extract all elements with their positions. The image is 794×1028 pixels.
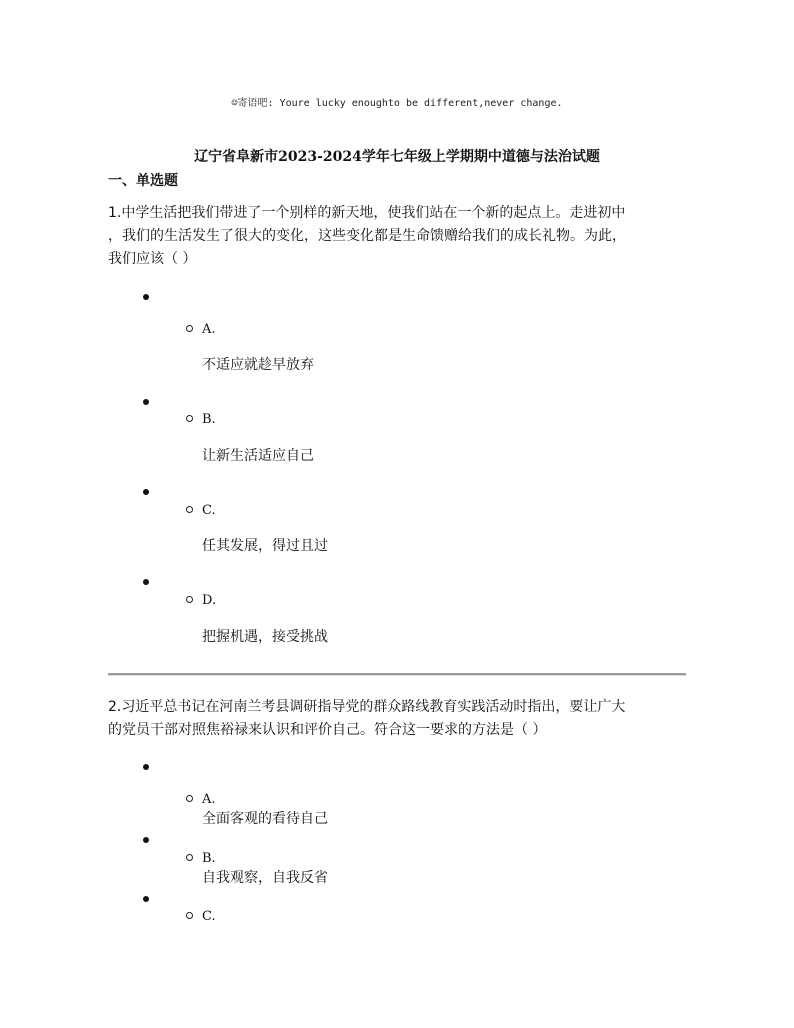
option-letter: A.	[202, 322, 216, 337]
option-circle-icon	[186, 795, 193, 802]
option-letter: B.	[202, 412, 216, 427]
question-1-option-d[interactable]	[186, 593, 216, 608]
question-1-stem	[108, 202, 686, 271]
option-circle-icon	[186, 415, 193, 422]
option-letter: C.	[202, 909, 216, 924]
option-text: 任其发展，得过且过	[202, 538, 328, 554]
question-2-option-c[interactable]	[186, 909, 216, 924]
question-2-stem-line: 2.习近平总书记在河南兰考县调研指导党的群众路线教育实践活动时指出，要让广大	[108, 699, 626, 715]
option-circle-icon	[186, 912, 193, 919]
option-text: 让新生活适应自己	[202, 448, 314, 464]
question-1-stem-line: 1.中学生活把我们带进了一个别样的新天地，使我们站在一个新的起点上。走进初中	[108, 205, 626, 221]
option-text: 不适应就趁早放弃	[202, 357, 314, 373]
list-bullet	[143, 489, 149, 495]
option-text: 全面客观的看待自己	[202, 811, 328, 827]
option-letter: A.	[202, 792, 216, 807]
question-1-stem-line: 我们应该（ ）	[108, 251, 197, 267]
question-2-option-a[interactable]	[186, 792, 216, 807]
option-circle-icon	[186, 854, 193, 861]
question-divider	[108, 673, 686, 676]
question-2-option-b[interactable]	[186, 851, 216, 866]
list-bullet	[143, 579, 149, 585]
question-2-stem	[108, 696, 686, 742]
list-bullet	[143, 399, 149, 405]
question-1-option-c[interactable]	[186, 503, 216, 518]
list-bullet	[143, 294, 149, 300]
option-text: 把握机遇，接受挑战	[202, 629, 328, 645]
section-heading: 一、单选题	[108, 173, 178, 189]
option-letter: C.	[202, 503, 216, 518]
question-1-option-b[interactable]	[186, 412, 216, 427]
option-text: 自我观察，自我反省	[202, 870, 328, 886]
question-1-stem-line: ，我们的生活发生了很大的变化，这些变化都是生命馈赠给我们的成长礼物。为此，	[108, 228, 626, 244]
list-bullet	[143, 896, 149, 902]
option-circle-icon	[186, 506, 193, 513]
option-circle-icon	[186, 325, 193, 332]
exam-title: 辽宁省阜新市2023-2024学年七年级上学期期中道德与法治试题	[194, 149, 600, 165]
question-1-option-a[interactable]	[186, 322, 216, 337]
question-2-stem-line: 的党员干部对照焦裕禄来认识和评价自己。符合这一要求的方法是（ ）	[108, 722, 547, 738]
header-quote: ☺寄语吧: Youre lucky enoughto be different,never change.	[231, 98, 563, 109]
list-bullet	[143, 837, 149, 843]
list-bullet	[143, 764, 149, 770]
option-letter: B.	[202, 851, 216, 866]
option-circle-icon	[186, 596, 193, 603]
option-letter: D.	[202, 593, 217, 608]
